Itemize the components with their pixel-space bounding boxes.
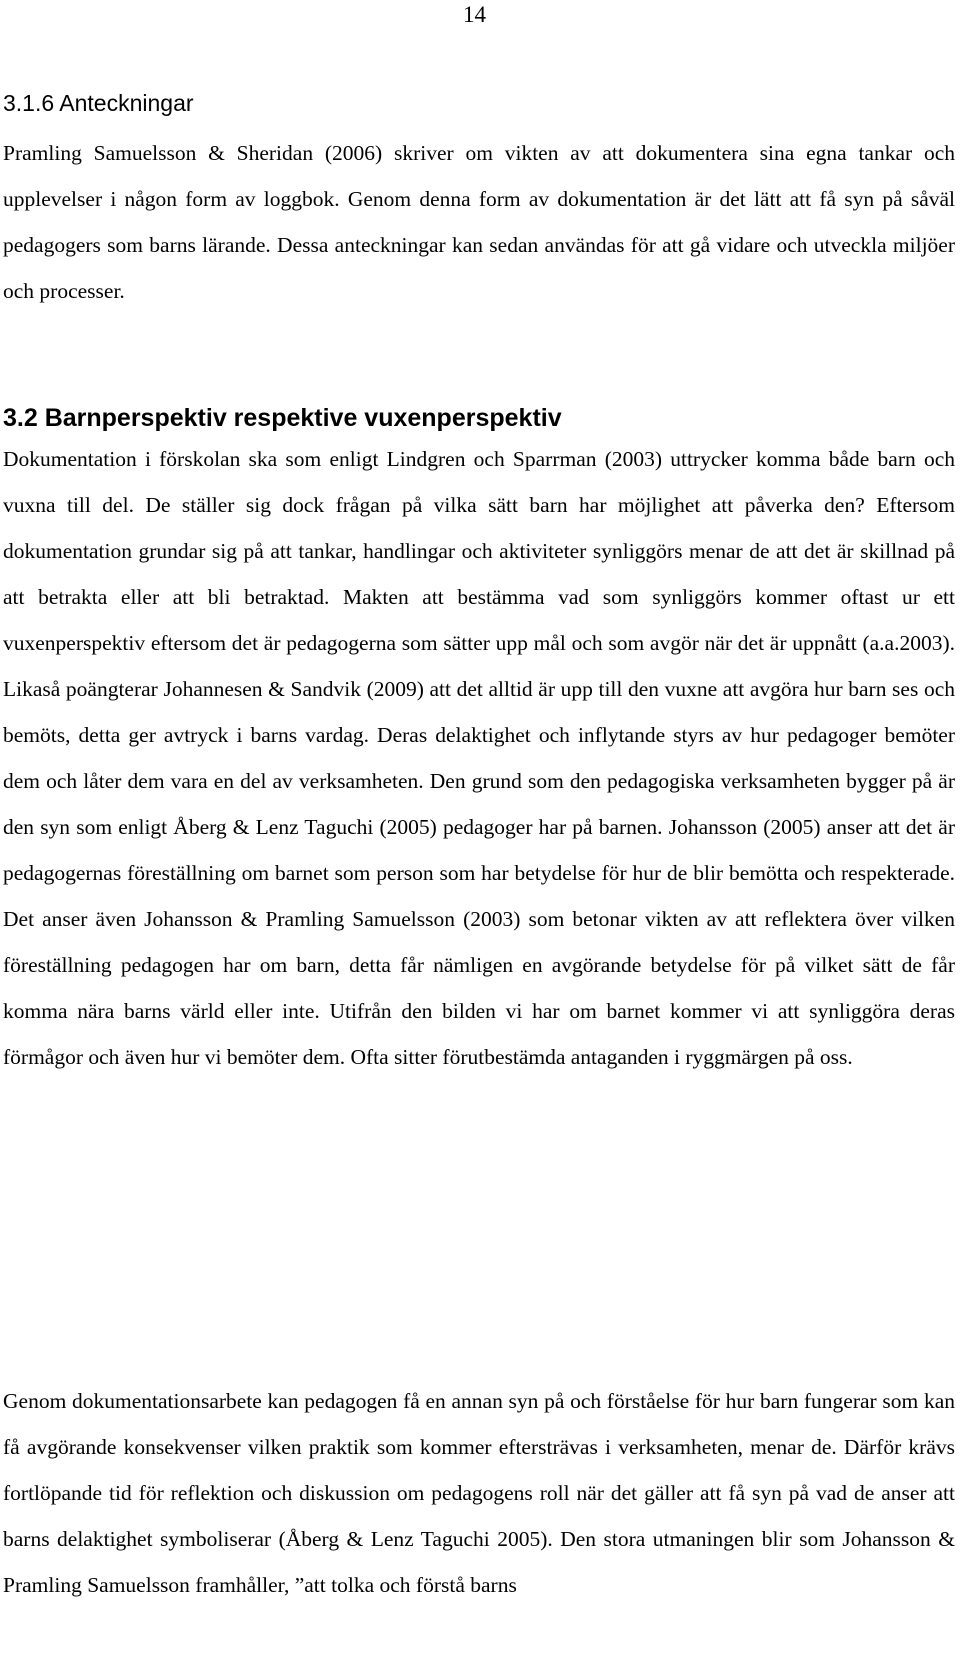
section-heading-anteckningar: 3.1.6 Anteckningar <box>3 90 194 116</box>
paragraph-barnperspektiv-2: Genom dokumentationsarbete kan pedagogen få en annan syn på och förståelse för hur barn fungerar som kan få avgörande konsekvenser vilken praktik som kommer eftersträvas i verksamheten, menar de. Därför krävs fortlöpande tid för reflektion och diskussion om pedagogens roll när det gäller att få syn på vad de anser att barns delaktighet symboliserar (Åberg & Lenz Taguchi 2005). Den stora utmaningen blir som Johansson & Pramling Samuelsson framhåller, ”att tolka och förstå barns <box>3 1389 955 1597</box>
paragraph-anteckningar: Pramling Samuelsson & Sheridan (2006) skriver om vikten av att dokumentera sina egna tankar och upplevelser i någon form av loggbok. Genom denna form av dokumentation är det lätt att få syn på såväl pedagogers som barns lärande. Dessa anteckningar kan sedan användas för att gå vidare och utveckla miljöer och processer. <box>3 141 955 303</box>
section-heading-barnperspektiv: 3.2 Barnperspektiv respektive vuxenperspektiv <box>3 404 562 432</box>
page-number: 14 <box>463 2 486 27</box>
paragraph-barnperspektiv-1: Dokumentation i förskolan ska som enligt Lindgren och Sparrman (2003) uttrycker komma både barn och vuxna till del. De ställer sig dock frågan på vilka sätt barn har möjlighet att påverka den? Eftersom dokumentation grundar sig på att tankar, handlingar och aktiviteter synliggörs menar de att det är skillnad på att betrakta eller att bli betraktad. Makten att bestämma vad som synliggörs kommer oftast ur ett vuxenperspektiv eftersom det är pedagogerna som sätter upp mål och som avgör när det är uppnått (a.a.2003). Likaså poängterar Johannesen & Sandvik (2009) att det alltid är upp till den vuxne att avgöra hur barn ses och bemöts, detta ger avtryck i barns vardag. Deras delaktighet och inflytande styrs av hur pedagoger bemöter dem och låter dem vara en del av verksamheten. Den grund som den pedagogiska verksamheten bygger på är den syn som enligt Åberg & Lenz Taguchi (2005) pedagoger har på barnen. Johansson (2005) anser att det är pedagogernas föreställning om barnet som person som har betydelse för hur de blir bemötta och respekterade. Det anser även Johansson & Pramling Samuelsson (2003) som betonar vikten av att reflektera över vilken föreställning pedagogen har om barn, detta får nämligen en avgörande betydelse för på vilket sätt de får komma nära barns värld eller inte. Utifrån den bilden vi har om barnet kommer vi att synliggöra deras förmågor och även hur vi bemöter dem. Ofta sitter förutbestämda antaganden i ryggmärgen på oss. <box>3 447 955 1069</box>
